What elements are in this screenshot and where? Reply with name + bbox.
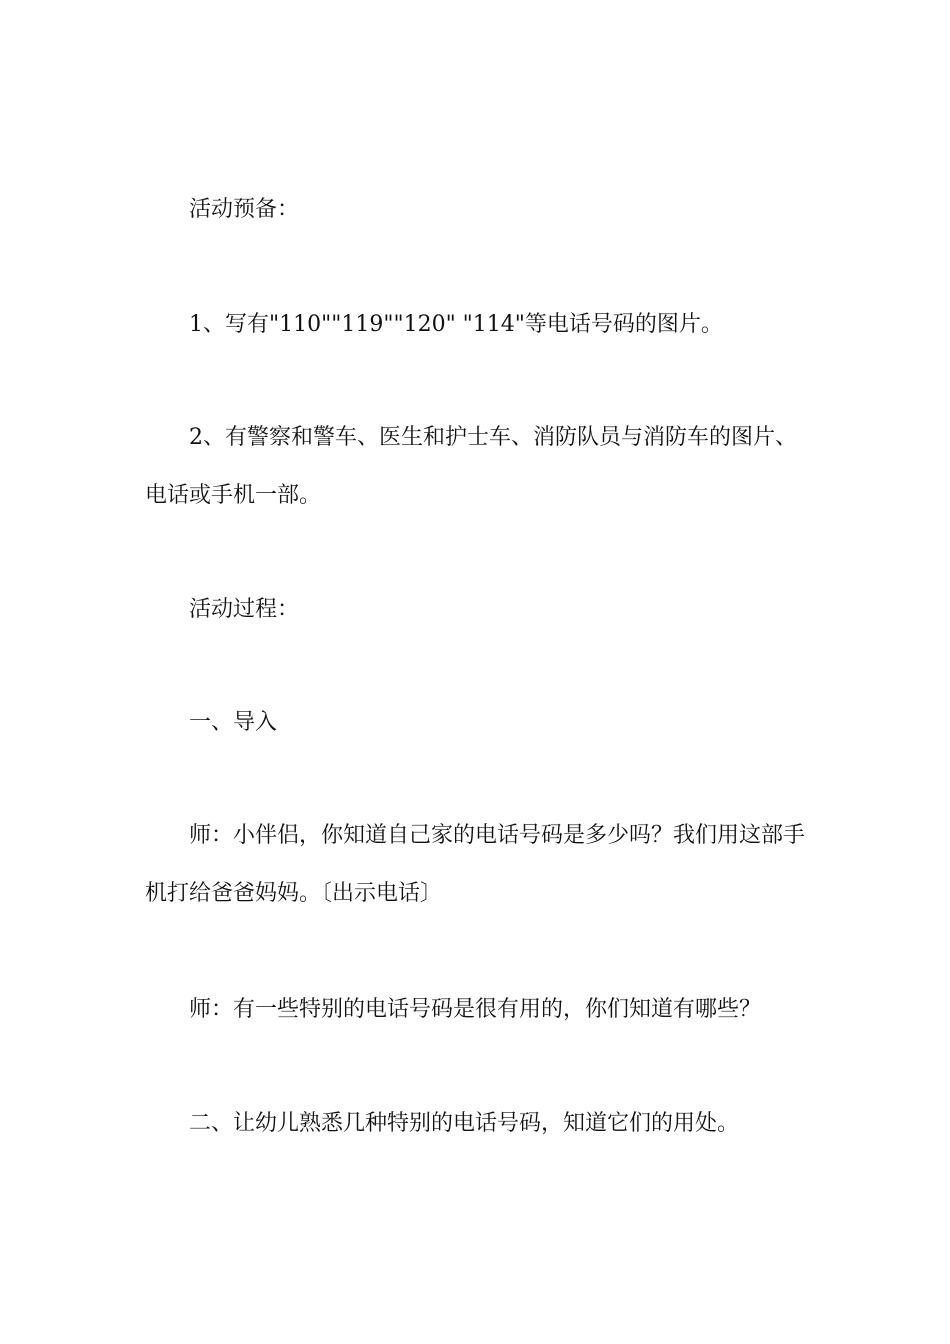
teacher-dialogue-1: 师：小伴侣，你知道自己家的电话号码是多少吗？我们用这部手机打给爸爸妈妈。〔出示电话〕	[145, 823, 806, 906]
process-step-two: 二、让幼儿熟悉几种特别的电话号码，知道它们的用处。	[189, 1111, 740, 1136]
section-heading-process: 活动过程：	[189, 597, 300, 622]
preparation-item-2: 2、有警察和警车、医生和护士车、消防队员与消防车的图片、电话或手机一部。	[145, 425, 797, 508]
process-step-intro: 一、导入	[189, 710, 278, 735]
section-heading-preparation: 活动预备：	[189, 197, 300, 222]
teacher-dialogue-2: 师：有一些特别的电话号码是很有用的，你们知道有哪些？	[189, 997, 762, 1022]
preparation-item-1: 1、写有"110""119""120" "114"等电话号码的图片。	[189, 312, 723, 337]
